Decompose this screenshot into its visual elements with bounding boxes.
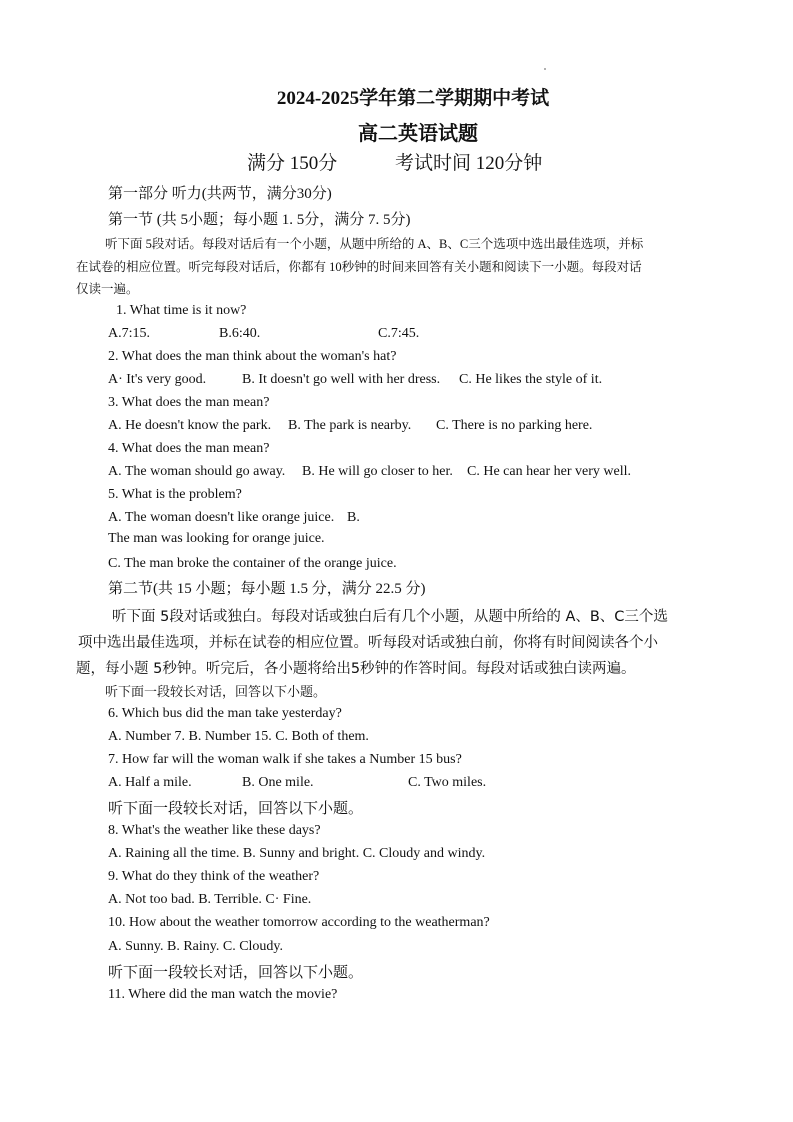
q5-option-b: The man was looking for orange juice. <box>108 531 325 546</box>
question-7: 7. How far will the woman walk if she takes a Number 15 bus? <box>108 752 462 767</box>
question-6: 6. Which bus did the man take yesterday? <box>108 706 342 721</box>
question-8: 8. What's the weather like these days? <box>108 823 321 838</box>
q2-option-b: B. It doesn't go well with her dress. <box>242 372 441 387</box>
section2-instruction-line: 项中选出最佳选项，并标在试卷的相应位置。听每段对话或独白前，你将有时间阅读各个小 <box>78 635 658 651</box>
q1-option-b: B.6:40. <box>219 326 261 341</box>
question-5: 5. What is the problem? <box>108 487 242 502</box>
exam-time: 考试时间 120分钟 <box>395 153 543 174</box>
section1-instruction-line: 听下面 5段对话。每段对话后有一个小题，从题中所给的 A、B、C三个选项中选出最佳选项，并标 <box>105 237 644 251</box>
section1-title: 第一节 (共 5小题；每小题 1. 5分，满分 7. 5分) <box>108 212 411 228</box>
q8-options: A. Raining all the time. B. Sunny and bright. C. Cloudy and windy. <box>108 846 486 861</box>
exam-title: 2024-2025学年第二学期期中考试 <box>276 88 550 109</box>
q7-option-a: A. Half a mile. <box>108 775 192 790</box>
q4-option-b: B. He will go closer to her. <box>302 464 453 479</box>
q1-option-c: C.7:45. <box>378 326 420 341</box>
question-10: 10. How about the weather tomorrow according to the weatherman? <box>108 915 490 930</box>
dialogue-note: 听下面一段较长对话，回答以下小题。 <box>105 685 327 700</box>
question-2: 2. What does the man think about the woman's hat? <box>108 349 397 364</box>
q7-option-c: C. Two miles. <box>408 775 487 790</box>
section2-instruction-line: 听下面 5段对话或独白。每段对话或独白后有几个小题，从题中所给的 A、B、C三个选 <box>112 609 668 625</box>
q9-options: A. Not too bad. B. Terrible. C· Fine. <box>108 892 312 907</box>
question-4: 4. What does the man mean? <box>108 441 270 456</box>
section1-instruction-line: 仅读一遍。 <box>76 282 139 296</box>
dialogue-note: 听下面一段较长对话，回答以下小题。 <box>108 799 364 817</box>
dialogue-note: 听下面一段较长对话，回答以下小题。 <box>108 963 364 981</box>
part1-title: 第一部分 听力(共两节，满分30分) <box>108 186 332 202</box>
question-1: 1. What time is it now? <box>116 303 247 318</box>
full-score: 满分 150分 <box>247 153 338 174</box>
q6-options: A. Number 7. B. Number 15. C. Both of them. <box>108 729 369 744</box>
q4-option-a: A. The woman should go away. <box>108 464 286 479</box>
section2-title: 第二节(共 15 小题；每小题 1.5 分，满分 22.5 分) <box>108 581 426 597</box>
section1-instruction-line: 在试卷的相应位置。听完每段对话后，你都有 10秒钟的时间来回答有关小题和阅读下一小题。每段对话 <box>76 260 642 274</box>
q2-option-c: C. He likes the style of it. <box>459 372 603 387</box>
subject-title: 高二英语试题 <box>358 121 478 145</box>
q3-option-b: B. The park is nearby. <box>288 418 412 433</box>
q5-option-c: C. The man broke the container of the orange juice. <box>108 556 397 571</box>
q2-option-a: A· It's very good. <box>108 372 207 387</box>
scan-dot <box>544 68 546 70</box>
q3-option-a: A. He doesn't know the park. <box>108 418 272 433</box>
q10-options: A. Sunny. B. Rainy. C. Cloudy. <box>108 939 284 954</box>
question-11: 11. Where did the man watch the movie? <box>108 987 338 1002</box>
q7-option-b: B. One mile. <box>242 775 314 790</box>
section2-instruction-line: 题，每小题 5秒钟。听完后，各小题将给出5秒钟的作答时间。每段对话或独白读两遍。 <box>76 661 636 677</box>
q4-option-c: C. He can hear her very well. <box>467 464 632 479</box>
question-9: 9. What do they think of the weather? <box>108 869 320 884</box>
q3-option-c: C. There is no parking here. <box>436 418 593 433</box>
question-3: 3. What does the man mean? <box>108 395 270 410</box>
q1-option-a: A.7:15. <box>108 326 150 341</box>
q5-option-b-label: B. <box>347 510 360 525</box>
q5-option-a: A. The woman doesn't like orange juice. <box>108 510 335 525</box>
